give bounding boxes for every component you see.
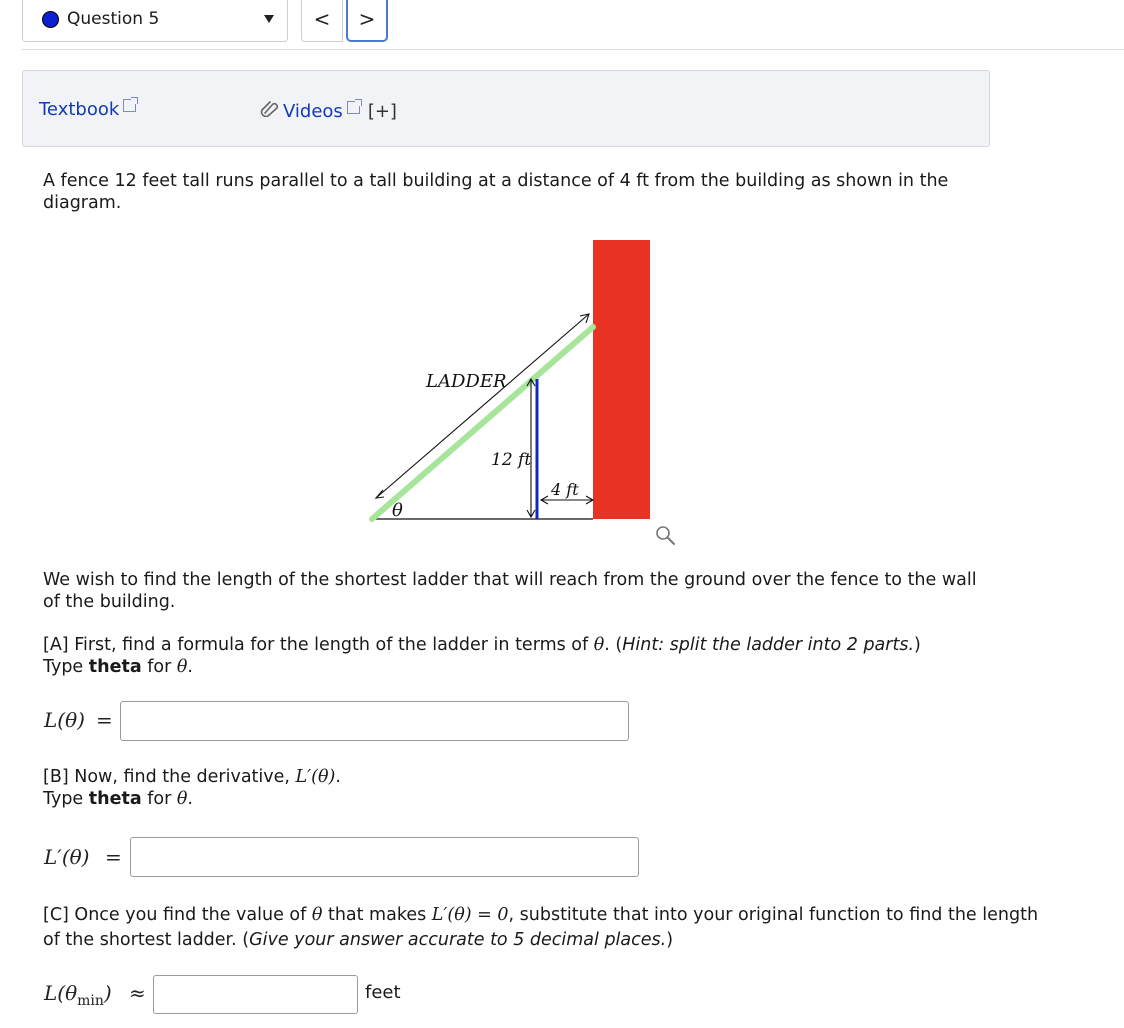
question-label: Question 5	[67, 9, 160, 29]
fence-height-label: 12 ft	[491, 450, 532, 470]
answer-a-field[interactable]	[120, 701, 629, 741]
answer-b-input[interactable]	[131, 838, 638, 876]
next-question-button[interactable]: >	[346, 0, 388, 42]
answer-c-field[interactable]	[153, 975, 358, 1014]
expand-videos-button[interactable]: [+]	[367, 101, 397, 122]
problem-intro: A fence 12 feet tall runs parallel to a tall building at a distance of 4 ft from the building as shown in the diagram.	[43, 171, 949, 213]
arrowhead-lower-left	[376, 490, 384, 498]
part-a-instructions: [A] First, find a formula for the length of the ladder in terms of θ. (Hint: split the ladder into 2 parts.) Type theta for θ.	[43, 635, 921, 677]
ladder-label: LADDER	[426, 371, 507, 392]
textbook-link-label: Textbook	[39, 99, 120, 120]
l-theta-min-label: $L(\theta_{min})$	[44, 981, 112, 1009]
equals-sign: =	[105, 845, 122, 869]
previous-question-button[interactable]: <	[301, 0, 343, 42]
equals-sign: =	[96, 708, 113, 732]
l-theta-label: L(θ)	[44, 708, 85, 732]
answer-c-input[interactable]	[154, 976, 357, 1013]
approx-sign: ≈	[129, 981, 146, 1005]
distance-label: 4 ft	[551, 480, 579, 499]
ladder-length-arrow	[376, 314, 589, 498]
part-b-instructions: [B] Now, find the derivative, L′(θ). Type theta for θ.	[43, 767, 341, 809]
part-c-instructions: [C] Once you find the value of θ that makes L′(θ) = 0, substitute that into your original function to find the length of the shortest ladder. (Give your answer accurate to 5 decimal places.)	[43, 905, 1039, 950]
unit-label: feet	[365, 982, 401, 1003]
angle-label: θ	[392, 500, 403, 521]
videos-link-label: Videos	[283, 101, 343, 122]
answer-a-input[interactable]	[121, 702, 628, 740]
l-prime-theta-label: L′(θ)	[44, 845, 90, 869]
building	[593, 240, 650, 519]
problem-goal: We wish to find the length of the shortest ladder that will reach from the ground over the fence to the wall of the building.	[43, 570, 977, 612]
magnify-icon[interactable]	[655, 525, 677, 551]
answer-b-field[interactable]	[130, 837, 639, 877]
